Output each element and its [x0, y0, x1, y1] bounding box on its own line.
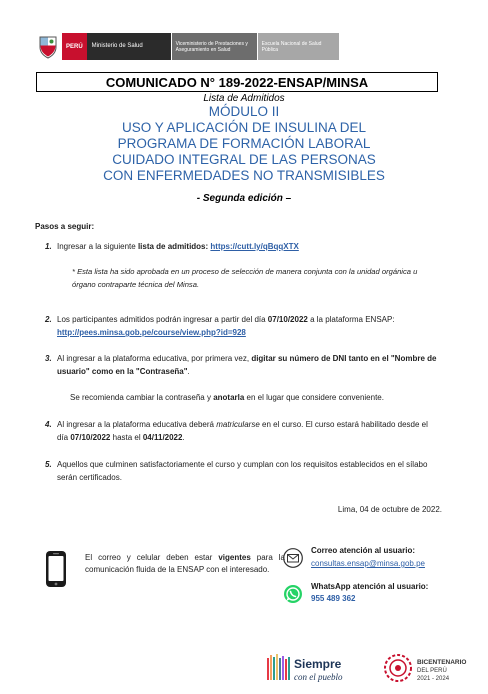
step-number: 4. — [45, 420, 52, 429]
steps-heading: Pasos a seguir: — [35, 222, 95, 231]
step-bold: 04/11/2022 — [142, 433, 183, 442]
module-heading — [0, 104, 488, 184]
school-label: Escuela Nacional de Salud Pública — [257, 33, 339, 60]
contact-notice-text — [85, 552, 285, 576]
whatsapp-icon — [283, 584, 303, 604]
step-text: Ingresar a la siguiente — [57, 242, 138, 251]
platform-link[interactable]: http://pees.minsa.gob.pe/course/view.php?id=928 — [57, 328, 246, 337]
step-bold: lista de admitidos: — [137, 242, 209, 251]
step-5 — [45, 458, 441, 484]
con-el-pueblo-text: con el pueblo — [294, 672, 343, 682]
siempre-con-el-pueblo-logo — [266, 652, 356, 684]
step-3 — [45, 352, 441, 378]
email-icon — [283, 548, 303, 568]
email-title: Correo atención al usuario: — [311, 546, 416, 555]
siempre-text: Siempre — [294, 657, 342, 671]
step-1 — [45, 240, 441, 253]
email-link[interactable]: consultas.ensap@minsa.gob.pe — [311, 559, 425, 568]
step-text: a la plataforma ENSAP: — [307, 315, 395, 324]
step-1-note: * Esta lista ha sido aprobada en un proceso de selección de manera conjunta con la unidad orgánica u órgano contraparte técnica del Minsa. — [72, 267, 418, 289]
edition-label: - Segunda edición – — [196, 193, 292, 204]
step-3-extra — [70, 391, 442, 404]
vice-ministry-label: Viceministerio de Prestaciones y Aseguramiento en Salud — [171, 33, 257, 60]
step-number: 2. — [45, 315, 52, 324]
step-bold: 07/10/2022 — [70, 433, 111, 442]
module-line: CON ENFERMEDADES NO TRANSMISIBLES — [103, 168, 385, 183]
peru-shield-icon — [36, 33, 60, 60]
bicentenario-logo — [382, 650, 472, 686]
subtitle: Lista de Admitidos — [203, 93, 285, 104]
step-bold: 07/10/2022 — [267, 315, 308, 324]
step-number: 1. — [45, 242, 52, 251]
step-text: . — [182, 433, 185, 442]
whatsapp-phone[interactable]: 955 489 362 — [311, 594, 356, 603]
module-line: USO Y APLICACIÓN DE INSULINA DEL — [121, 120, 367, 135]
step-2 — [45, 313, 441, 339]
step-text: Al ingresar a la plataforma educativa, por primera vez, — [57, 354, 252, 363]
step-italic: matricularse — [216, 420, 260, 429]
document-date: Lima, 04 de octubre de 2022. — [337, 505, 442, 514]
step-number: 5. — [45, 460, 52, 469]
contact-info — [283, 545, 463, 605]
step-text: Los participantes admitidos podrán ingresar a partir del día — [57, 315, 268, 324]
bicentenario-text: BICENTENARIO — [417, 659, 467, 666]
page-title: COMUNICADO N° 189-2022-ENSAP/MINSA — [36, 72, 438, 92]
step-4 — [45, 418, 441, 444]
step-text: hasta el — [110, 433, 143, 442]
mobile-phone-icon — [45, 550, 67, 588]
step-number: 3. — [45, 354, 52, 363]
step-text: en el curso. El curso estará habilitado desde el día — [57, 420, 428, 442]
step-text: en el lugar que considere conveniente. — [244, 393, 384, 402]
years-text: 2021 - 2024 — [417, 676, 450, 682]
del-peru-text: DEL PERÚ — [417, 668, 447, 674]
whatsapp-title: WhatsApp atención al usuario: — [311, 582, 429, 591]
step-text: . — [187, 367, 190, 376]
peru-label: PERÚ — [62, 33, 87, 60]
step-text: Aquellos que culminen satisfactoriamente el curso y cumplan con los requisitos establecidos en el sílabo serán certificados. — [57, 460, 428, 482]
step-text: Al ingresar a la plataforma educativa deberá — [57, 420, 217, 429]
contact-text: El correo y celular deben estar — [85, 553, 219, 562]
ministry-label: Ministerio de Salud — [87, 33, 171, 60]
step-bold: anotarla — [213, 393, 245, 402]
ministry-logo-band — [36, 33, 339, 60]
module-line: CUIDADO INTEGRAL DE LAS PERSONAS — [112, 152, 376, 167]
module-line: MÓDULO II — [208, 104, 280, 119]
step-text: Se recomienda cambiar la contraseña y — [70, 393, 214, 402]
module-line: PROGRAMA DE FORMACIÓN LABORAL — [117, 136, 371, 151]
contact-bold: vigentes — [218, 553, 251, 562]
contact-text: para la comunicación fluida de la ENSAP con el interesado. — [85, 553, 285, 574]
contact-notice — [45, 548, 285, 592]
admitted-list-link[interactable]: https://cutt.ly/qBqqXTX — [210, 242, 299, 251]
step-bold: digitar su número de DNI tanto en el "Nombre de usuario" como en la "Contraseña" — [57, 354, 437, 376]
